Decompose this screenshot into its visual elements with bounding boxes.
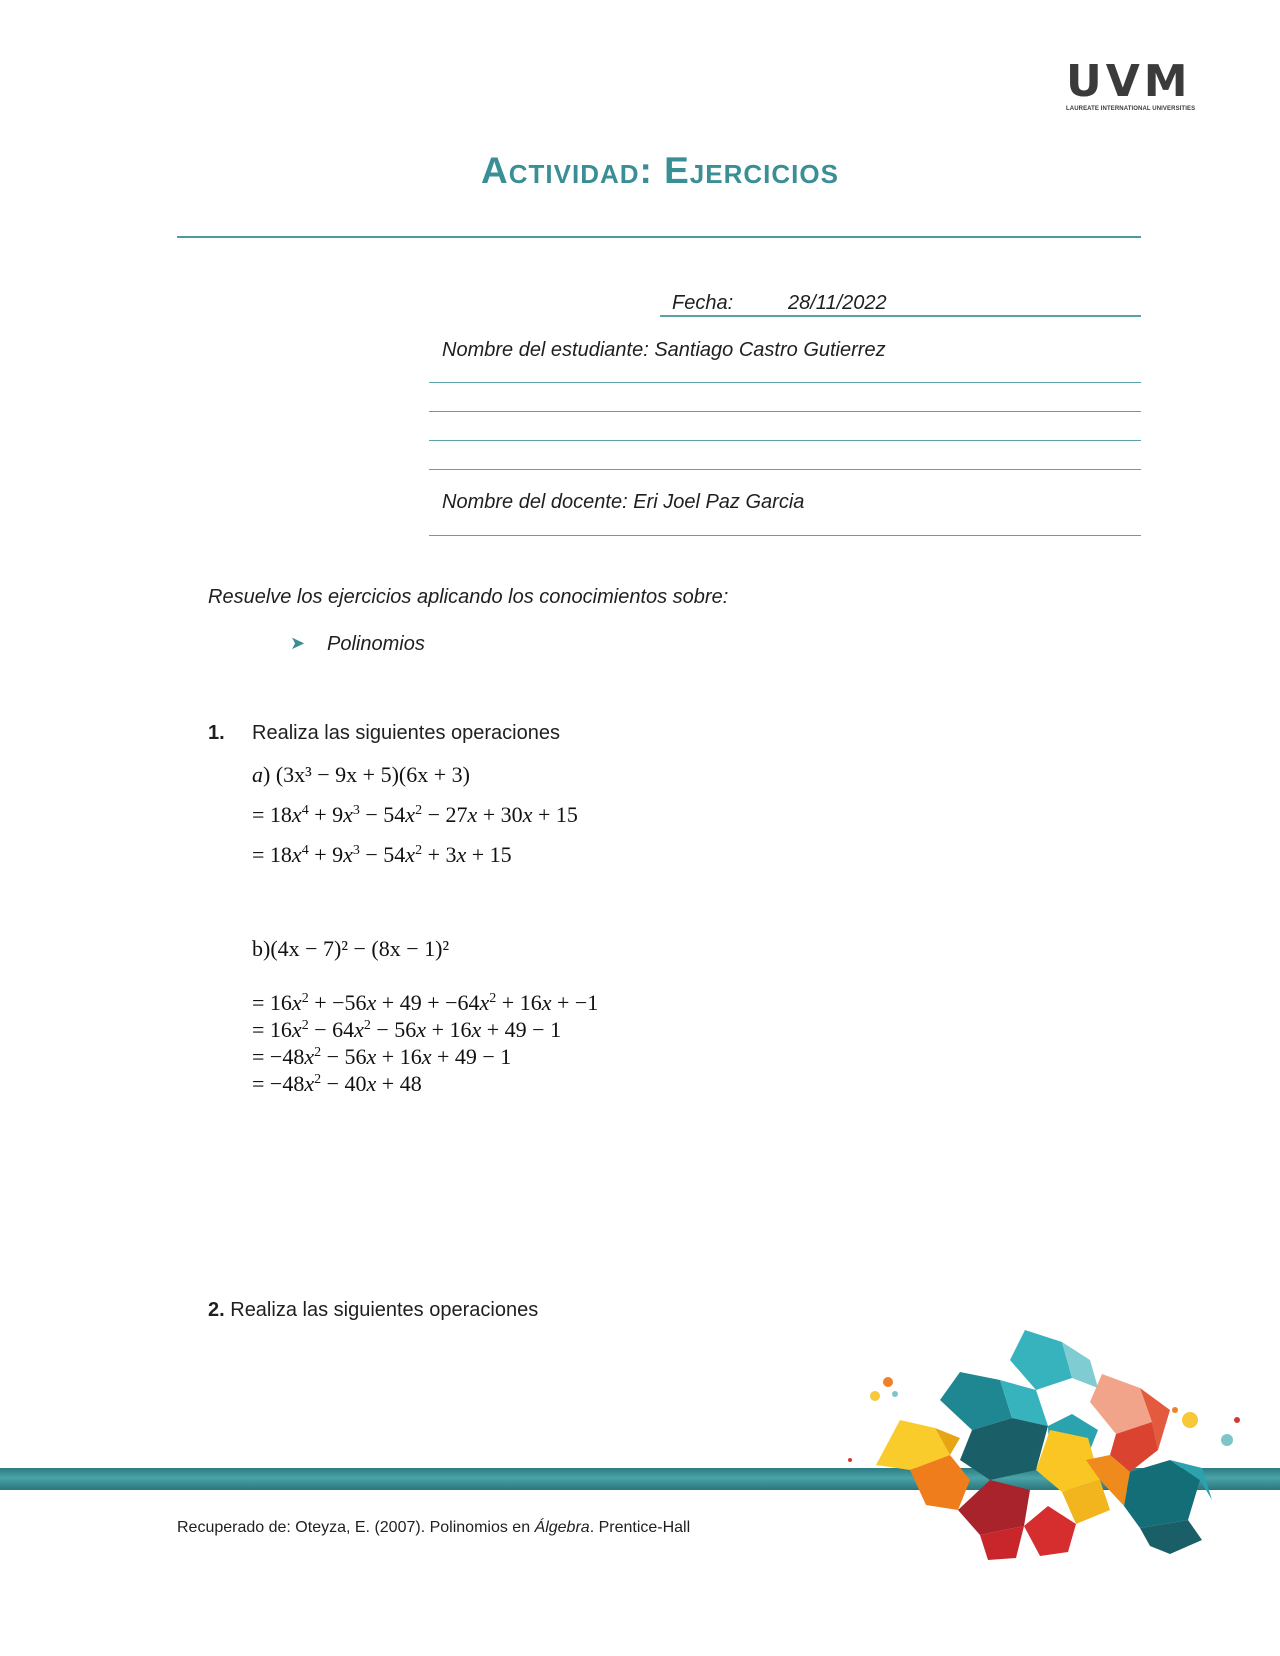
exercise-2-label: Realiza las siguientes operaciones [224, 1299, 539, 1321]
student-name: Nombre del estudiante: Santiago Castro Gutierrez [442, 339, 886, 361]
uvm-logo [1066, 56, 1196, 112]
intro-text: Resuelve los ejercicios aplicando los conocimientos sobre: [208, 586, 729, 608]
exercise-1b-problem: b)(4x − 7)² − (8x − 1)² [252, 936, 450, 961]
logo-word: UVM [1066, 56, 1192, 107]
page-title: Actividad: Ejercicios [481, 150, 839, 191]
fecha-value: 28/11/2022 [788, 292, 887, 314]
topic-item: Polinomios [327, 633, 425, 655]
exercise-1-number: 1. [208, 722, 225, 744]
exercise-1b-step-1: = $16x^2 + -56x + 49 + -64x^2 + 16x + -1$ [252, 990, 599, 1015]
exercise-1a-problem [252, 762, 470, 788]
citation-suffix: . Prentice-Hall [589, 1519, 691, 1536]
decorative-cubes-graphic [840, 1330, 1280, 1560]
fecha-label: Fecha: [672, 292, 734, 314]
exercise-1a-step-2: = $18x^4 + 9x^3 - 54x^2 + 3x + 15$ [252, 842, 512, 867]
header-rule-3 [429, 440, 1141, 441]
exercise-1b-step-4: = $-48x^2 - 40x + 48$ [252, 1071, 422, 1096]
exercise-2 [208, 1299, 538, 1322]
item-a-expression: ) (3x³ − 9x + 5)(6x + 3) [263, 762, 470, 787]
header-rule-4 [429, 469, 1141, 470]
header-rule-1 [429, 382, 1141, 383]
citation-prefix: Recuperado de: Oteyza, E. (2007). Polinomios en [177, 1519, 535, 1536]
header-rule-2 [429, 411, 1141, 412]
exercise-1b-step-3: = $-48x^2 - 56x + 16x + 49 - 1$ [252, 1044, 512, 1069]
footer-citation [177, 1519, 690, 1537]
teacher-name: Nombre del docente: Eri Joel Paz Garcia [442, 491, 805, 513]
title-rule [177, 236, 1141, 238]
exercise-1b-step-2: = $16x^2 - 64x^2 - 56x + 16x + 49 - 1$ [252, 1017, 562, 1042]
bullet-arrow-icon: ➤ [290, 633, 306, 653]
item-a-letter: a [252, 762, 263, 787]
exercise-1a-step-1: = $18x^4 + 9x^3 - 54x^2 - 27x + 30x + 15$ [252, 802, 578, 827]
citation-book: Álgebra [534, 1519, 590, 1536]
header-rule-5 [429, 535, 1141, 536]
logo-subtitle: LAUREATE INTERNATIONAL UNIVERSITIES [1066, 106, 1196, 112]
exercise-1-label: Realiza las siguientes operaciones [252, 722, 560, 744]
exercise-2-number: 2. [208, 1299, 225, 1321]
fecha-rule [660, 315, 1141, 317]
